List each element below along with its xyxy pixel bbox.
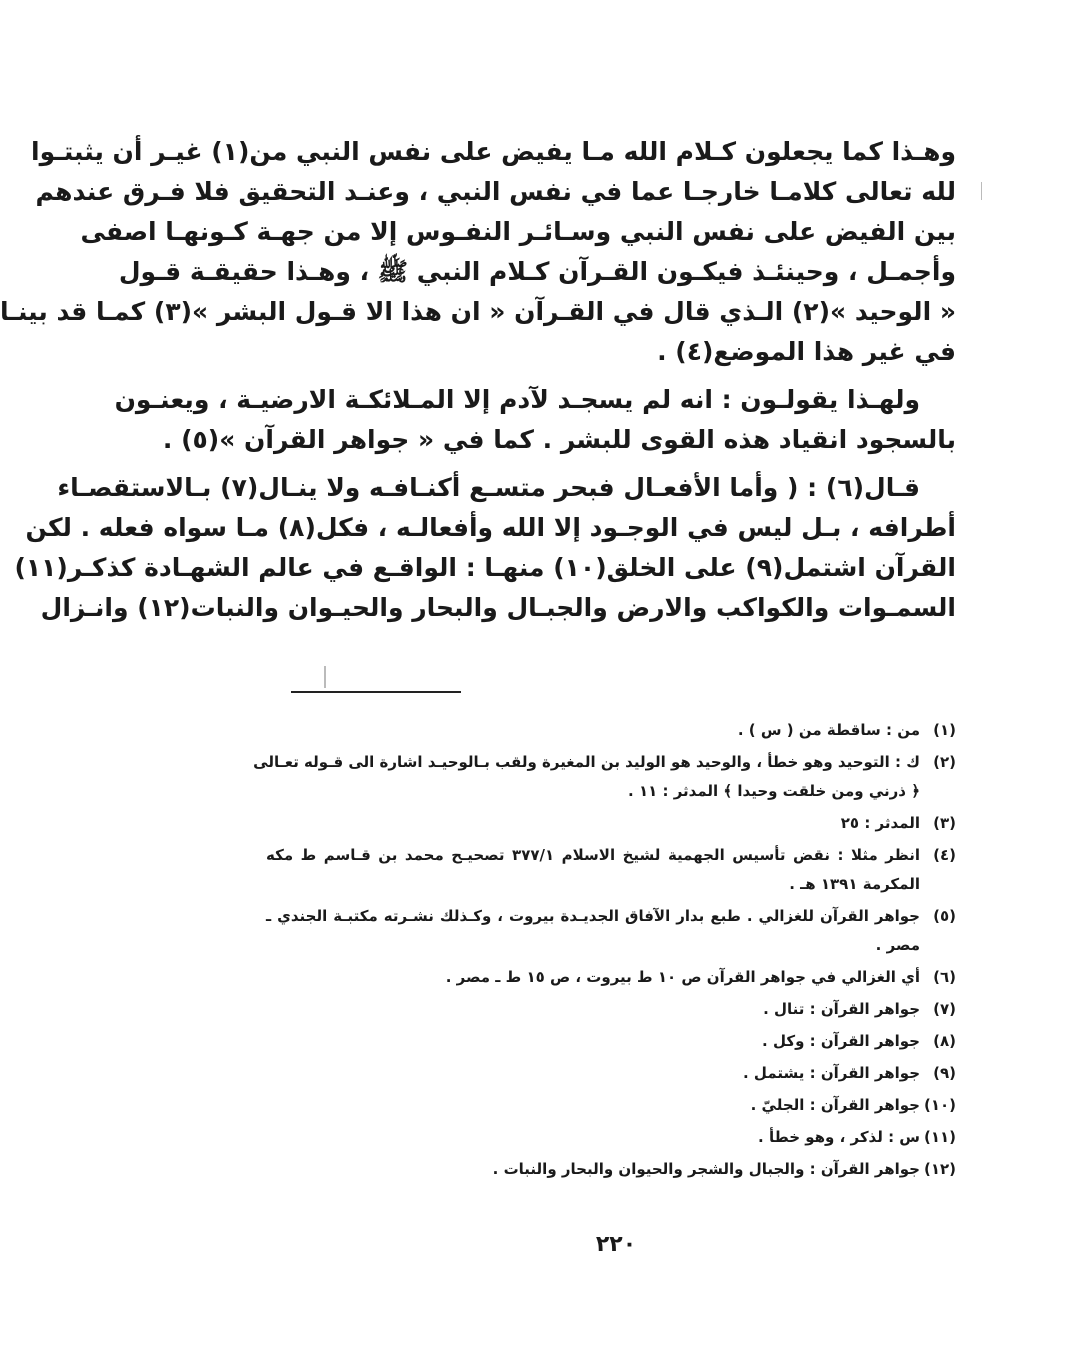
footnote bbox=[266, 1027, 956, 1056]
footnote-text bbox=[266, 995, 920, 1024]
text-line: قـال(٦) : ( وأما الأفعـال فبحر متسـع أكنـافـه ولا ينـال(٧) بـالاستقصـاء bbox=[57, 473, 920, 502]
text-line: بين الفيض على نفس النبي وسـائـر النفـوس إلا من جهـة كـونهـا اصفى bbox=[80, 217, 956, 246]
footnote-number: (٤) bbox=[933, 846, 956, 864]
footnote-text bbox=[266, 902, 920, 960]
footnote-text bbox=[266, 841, 920, 899]
footnotes bbox=[253, 716, 956, 1187]
footnote bbox=[266, 902, 956, 960]
footnote-line: مصر . bbox=[875, 936, 920, 954]
text-line: وهـذا كما يجعلون كـلام الله مـا يفيض على نفس النبي من(١) غيـر أن يثبتـوا bbox=[31, 137, 956, 166]
footnote-line: س : لذكر ، وهو خطأ . bbox=[758, 1128, 920, 1146]
text-line: « الوحيد »(٢) الـذي قال في القـرآن « ان هذا الا قـول البشر »(٣) كمـا قد بينـا bbox=[0, 297, 956, 326]
footnote-line: المكرمة ١٣٩١ هـ . bbox=[789, 875, 920, 893]
scan-speck bbox=[324, 666, 326, 688]
page-number: ٢٢٠ bbox=[595, 1232, 637, 1257]
footnote-number: (٩) bbox=[933, 1064, 956, 1082]
footnote-line: جواهر القرآن : وكل . bbox=[762, 1032, 920, 1050]
text-line: السمـوات والكواكب والارض والجبـال والبحار والحيـوان والنبات(١٢) وانـزال bbox=[40, 593, 956, 622]
paragraph bbox=[114, 380, 956, 460]
footnote-number: (٣) bbox=[933, 814, 956, 832]
footnote-text bbox=[253, 748, 920, 806]
footnote-line: من : ساقطة من ( س ) . bbox=[737, 721, 920, 739]
footnote-line: جواهر القرآن : الجليّ . bbox=[750, 1096, 920, 1114]
footnote-number: (٧) bbox=[933, 1000, 956, 1018]
footnote-number: (١٢) bbox=[923, 1160, 956, 1178]
footnote bbox=[266, 1091, 956, 1120]
paragraph bbox=[14, 468, 956, 628]
text-line: ولهـذا يقولـون : انه لم يسجـد لآدم إلا المـلائكـة الارضيـة ، ويعنـون bbox=[114, 385, 920, 414]
footnote-line: جواهر القرآن : تنال . bbox=[763, 1000, 920, 1018]
text-line: بالسجود انقياد هذه القوى للبشر . كما في « جواهر القرآن »(٥) . bbox=[162, 425, 956, 454]
text-line: في غير هذا الموضع(٤) . bbox=[657, 337, 956, 366]
footnote-line: أي الغزالي في جواهر القرآن ص ١٠ ط بيروت ، ص ١٥ ط ـ مصر . bbox=[445, 968, 920, 986]
text-line: أطرافه ، بـل ليس في الوجـود إلا الله وأفعالـه ، فكل(٨) مـا سواه فعله . لكن bbox=[25, 513, 956, 542]
footnote-number: (٥) bbox=[933, 907, 956, 925]
footnote-text bbox=[266, 1091, 920, 1120]
footnote bbox=[266, 841, 956, 899]
footnote-text bbox=[266, 716, 920, 745]
text-line: لله تعالى كلامـا خارجـا عما في نفس النبي ، وعنـد التحقيق فلا فـرق عندهم bbox=[35, 177, 956, 206]
footnote-text bbox=[266, 809, 920, 838]
footnote-text bbox=[266, 1155, 920, 1184]
footnote-number: (٢) bbox=[933, 753, 956, 771]
footnote-number: (٨) bbox=[933, 1032, 956, 1050]
footnote-separator bbox=[291, 691, 461, 693]
main-text bbox=[0, 132, 956, 628]
footnote-line: المدثر : ٢٥ bbox=[840, 814, 920, 832]
footnote bbox=[266, 716, 956, 745]
footnote-number: (١١) bbox=[923, 1128, 956, 1146]
footnote-text bbox=[266, 963, 920, 992]
footnote-line: جواهر القرآن للغزالي . طبع بدار الآفاق الجديـدة بيروت ، وكـذلك نشـرته مكتبـة الجندي ـ bbox=[266, 907, 920, 925]
footnote-text bbox=[266, 1059, 920, 1088]
footnote-line: ﴿ ذرني ومن خلقت وحيدا ﴾ المدثر : ١١ . bbox=[628, 782, 920, 800]
footnote-line: ك : التوحيد وهو خطأ ، والوحيد هو الوليد بن المغيرة ولقب بـالوحيـد اشارة الى قـوله تعـالى bbox=[253, 753, 920, 771]
footnote-text bbox=[266, 1123, 920, 1152]
footnote-line: جواهر القرآن : والجبال والشجر والحيوان والبحار والنبات . bbox=[492, 1160, 920, 1178]
footnote bbox=[266, 995, 956, 1024]
footnote-line: جواهر القرآن : يشتمل . bbox=[743, 1064, 920, 1082]
scan-speck bbox=[981, 182, 982, 200]
footnote bbox=[266, 1155, 956, 1184]
footnote-number: (١) bbox=[933, 721, 956, 739]
footnote bbox=[266, 963, 956, 992]
paragraph bbox=[0, 132, 956, 372]
footnote-number: (٦) bbox=[933, 968, 956, 986]
footnote bbox=[266, 1059, 956, 1088]
text-line: القرآن اشتمل(٩) على الخلق(١٠) منهـا : الواقـع في عالم الشهـادة كذكـر(١١) bbox=[14, 553, 956, 582]
footnote bbox=[253, 748, 956, 806]
footnote-text bbox=[266, 1027, 920, 1056]
text-line: وأجمـل ، وحينئـذ فيكـون القـرآن كـلام النبي ﷺ ، وهـذا حقيقـة قـول bbox=[118, 257, 956, 286]
footnote-number: (١٠) bbox=[923, 1096, 956, 1114]
footnote bbox=[266, 809, 956, 838]
footnote bbox=[266, 1123, 956, 1152]
footnote-line: انظر مثلا : نقض تأسيس الجهمية لشيخ الاسلام ٣٧٧/١ تصحيـح محمد بن قـاسم ط مكه bbox=[266, 846, 920, 864]
